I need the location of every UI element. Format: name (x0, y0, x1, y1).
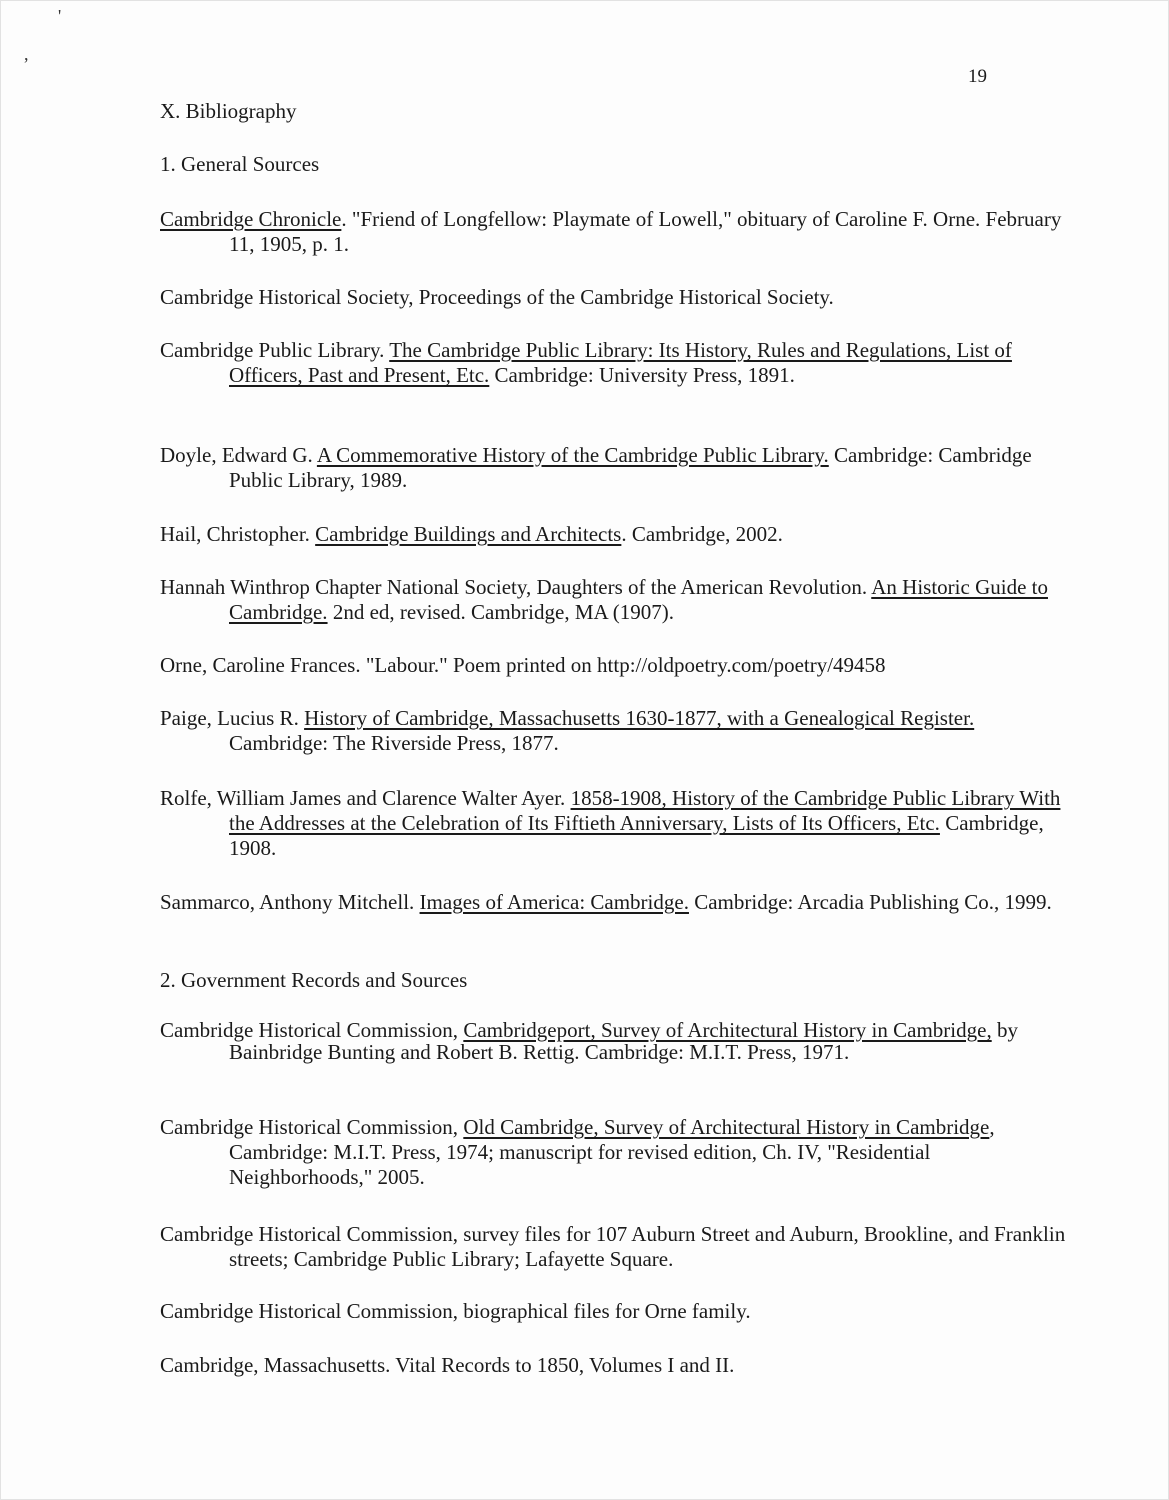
entry-text: Cambridge Public Library. (160, 338, 390, 362)
entry-title: History of Cambridge, Massachusetts 1630-1877, with a Genealogical Register. (304, 706, 975, 730)
entry-title: An Historic Guide to Cambridge. (229, 575, 1048, 624)
subsection-heading-general: 1. General Sources (160, 152, 320, 176)
entry-text: Hail, Christopher. (160, 522, 316, 546)
entry-text: Cambridge Historical Commission, (160, 1018, 464, 1042)
entry-text: Cambridge, 1908. (229, 811, 1044, 860)
bibliography-entry (160, 706, 1069, 756)
bibliography-entry (160, 207, 1069, 257)
entry-text: . Cambridge, 2002. (621, 522, 783, 546)
entry-text: Cambridge: Arcadia Publishing Co., 1999. (688, 890, 1052, 914)
entry-text: Cambridge: University Press, 1891. (489, 363, 795, 387)
entry-text: Paige, Lucius R. (160, 706, 305, 730)
entry-title: Images of America: Cambridge. (419, 890, 689, 914)
entry-text: Cambridge Historical Commission, (160, 1115, 464, 1139)
entry-title: The Cambridge Public Library: Its History, Rules and Regulations, List of Officers, Past and Present, Etc. (229, 338, 1012, 387)
entry-text: Orne, Caroline Frances. "Labour." Poem printed on http://oldpoetry.com/poetry/49458 (160, 653, 886, 677)
entry-title: Cambridge Chronicle (160, 207, 342, 231)
entry-text: Doyle, Edward G. (160, 443, 317, 467)
bibliography-entry (160, 338, 1069, 388)
entry-text: Cambridge Historical Commission, survey files for 107 Auburn Street and Auburn, Brookline, and Franklin streets; Cambridge Public Library; Lafayette Square. (160, 1222, 1066, 1271)
entry-text: , Cambridge: M.I.T. Press, 1974; manuscript for revised edition, Ch. IV, "Residential Neighborhoods," 2005. (229, 1115, 995, 1189)
entry-text: 2nd ed, revised. Cambridge, MA (1907). (327, 600, 675, 624)
entry-text: Cambridge: Cambridge Public Library, 1989. (229, 443, 1032, 492)
bibliography-entry (160, 1115, 1069, 1190)
scan-mark: ' (58, 6, 62, 26)
bibliography-entry (160, 653, 1069, 678)
bibliography-entry (160, 890, 1069, 915)
scan-mark: , (24, 44, 29, 64)
section-heading: X. Bibliography (160, 99, 297, 123)
entry-text: Cambridge: The Riverside Press, 1877. (229, 731, 559, 755)
entry-title: Old Cambridge, Survey of Architectural History in Cambridge (463, 1115, 990, 1139)
bibliography-entry (160, 575, 1069, 625)
entry-text: Cambridge Historical Commission, biographical files for Orne family. (160, 1299, 751, 1323)
bibliography-entry (160, 443, 1069, 493)
bibliography-entry (160, 1353, 1069, 1378)
entry-title: Cambridge Buildings and Architects (315, 522, 622, 546)
entry-title: 1858-1908, History of the Cambridge Public Library With the Addresses at the Celebration of Its Fiftieth Anniversary, Lists of Its Officers, Etc. (229, 786, 1061, 835)
entry-text: Cambridge, Massachusetts. Vital Records to 1850, Volumes I and II. (160, 1353, 735, 1377)
bibliography-entry (160, 1019, 1069, 1063)
bibliography-entry (160, 1222, 1069, 1272)
entry-text: Sammarco, Anthony Mitchell. (160, 890, 420, 914)
page-number: 19 (968, 66, 987, 87)
entry-text: by Bainbridge Bunting and Robert B. Rettig. Cambridge: M.I.T. Press, 1971. (229, 1018, 1018, 1064)
entry-title: A Commemorative History of the Cambridge Public Library. (316, 443, 829, 467)
bibliography-entry (160, 1299, 1069, 1324)
entry-text: . "Friend of Longfellow: Playmate of Lowell," obituary of Caroline F. Orne. February 11, 1905, p. 1. (229, 207, 1062, 256)
subsection-heading-government: 2. Government Records and Sources (160, 968, 468, 992)
entry-title: Cambridgeport, Survey of Architectural History in Cambridge, (463, 1018, 992, 1042)
entry-text: Rolfe, William James and Clarence Walter Ayer. (160, 786, 571, 810)
bibliography-entry (160, 522, 1069, 547)
entry-text: Cambridge Historical Society, Proceedings of the Cambridge Historical Society. (160, 285, 834, 309)
bibliography-entry (160, 285, 1069, 310)
entry-text: Hannah Winthrop Chapter National Society, Daughters of the American Revolution. (160, 575, 872, 599)
bibliography-entry (160, 786, 1069, 861)
